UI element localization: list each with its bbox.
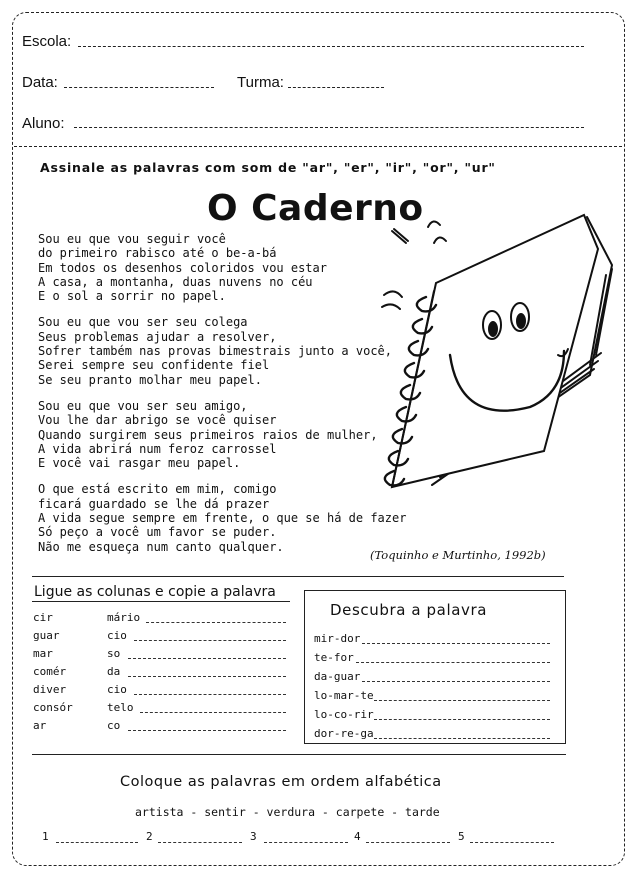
descubra-item: te-for [314, 651, 354, 664]
poem-line: A vida abrirá num feroz carrossel [38, 441, 277, 456]
descubra-item: lo-mar-te [314, 689, 374, 702]
ligue-right-item: telo [107, 701, 134, 714]
poem-line: ficará guardado se lhe dá prazer [38, 496, 270, 511]
poem-line: A vida segue sempre em frente, o que se há de fazer [38, 511, 407, 526]
ordem-number: 5 [458, 830, 465, 843]
poem-line: Sofrer também nas provas bimestrais junto a você, [38, 344, 393, 359]
class-label: Turma: [237, 74, 284, 91]
ordem-number: 1 [42, 830, 49, 843]
school-field[interactable] [78, 46, 584, 47]
ligue-title-underline [32, 601, 290, 602]
ordem-answer-line[interactable] [158, 842, 242, 843]
class-field[interactable] [288, 87, 384, 88]
ligue-title: Ligue as colunas e copie a palavra [34, 584, 276, 600]
ligue-right-item: da [107, 665, 121, 678]
ordem-answer-line[interactable] [470, 842, 554, 843]
ligue-answer-line[interactable] [128, 658, 286, 659]
poem-line: E o sol a sorrir no papel. [38, 289, 226, 304]
ordem-number: 4 [354, 830, 361, 843]
poem-stanza-4 [38, 482, 406, 553]
poem [38, 232, 406, 566]
ordem-words: artista - sentir - verdura - carpete - tarde [135, 805, 440, 819]
date-label: Data: [22, 74, 58, 91]
ligue-answer-line[interactable] [140, 712, 286, 713]
ordem-title: Coloque as palavras em ordem alfabética [120, 774, 442, 790]
poem-line: Em todos os desenhos coloridos vou estar [38, 260, 327, 275]
ligue-answer-line[interactable] [128, 730, 286, 731]
ordem-number: 3 [250, 830, 257, 843]
ligue-left-item: ar [33, 719, 47, 732]
date-field[interactable] [64, 87, 214, 88]
poem-line: Quando surgirem seus primeiros raios de mulher, [38, 427, 378, 442]
poem-stanza-2 [38, 315, 406, 386]
poem-title: O Caderno [207, 188, 424, 229]
ligue-left-item: comér [33, 665, 67, 678]
poem-line: Sou eu que vou seguir você [38, 232, 226, 246]
poem-stanza-1 [38, 232, 406, 303]
poem-line: Sou eu que vou ser seu amigo, [38, 398, 248, 413]
student-field[interactable] [74, 127, 584, 128]
descubra-answer-line[interactable] [374, 719, 550, 720]
ligue-left-item: mar [33, 647, 53, 660]
descubra-item: da-guar [314, 670, 361, 683]
descubra-title: Descubra a palavra [330, 601, 488, 619]
ligue-left-item: diver [33, 683, 67, 696]
ordem-number: 2 [146, 830, 153, 843]
poem-line: Serei sempre seu confidente fiel [38, 358, 270, 373]
ligue-left-item: consór [33, 701, 73, 714]
header-separator [14, 146, 622, 147]
descubra-item: mir-dor [314, 632, 361, 645]
descubra-item: lo-co-rir [314, 708, 374, 721]
section-divider [32, 576, 564, 577]
ligue-left-item: cir [33, 611, 53, 624]
ordem-answer-line[interactable] [264, 842, 348, 843]
smiling-notebook-illustration [372, 205, 620, 513]
section-divider-2 [32, 754, 566, 755]
descubra-answer-line[interactable] [374, 700, 550, 701]
ligue-answer-line[interactable] [134, 640, 286, 641]
poem-line: O que está escrito em mim, comigo [38, 482, 277, 497]
poem-line: do primeiro rabisco até o be-a-bá [38, 246, 277, 261]
ligue-answer-line[interactable] [146, 622, 286, 623]
poem-line: Se seu pranto molhar meu papel. [38, 372, 262, 387]
poem-line: A casa, a montanha, duas nuvens no céu [38, 274, 313, 289]
ligue-right-item: mário [107, 611, 141, 624]
poem-line: E você vai rasgar meu papel. [38, 456, 241, 471]
student-label: Aluno: [22, 115, 65, 132]
ligue-right-item: cio [107, 629, 127, 642]
descubra-answer-line[interactable] [362, 681, 550, 682]
descubra-item: dor-re-ga [314, 727, 374, 740]
ligue-answer-line[interactable] [128, 676, 286, 677]
poem-line: Sou eu que vou ser seu colega [38, 315, 248, 330]
ligue-right-item: co [107, 719, 121, 732]
ordem-answer-line[interactable] [366, 842, 450, 843]
school-label: Escola: [22, 33, 72, 50]
poem-credit: (Toquinho e Murtinho, 1992b) [370, 548, 546, 562]
poem-line: Não me esqueça num canto qualquer. [38, 539, 284, 554]
ligue-right-item: cio [107, 683, 127, 696]
ligue-answer-line[interactable] [134, 694, 286, 695]
poem-line: Seus problemas ajudar a resolver, [38, 329, 277, 344]
descubra-answer-line[interactable] [356, 662, 550, 663]
poem-line: Vou lhe dar abrigo se você quiser [38, 413, 277, 428]
ligue-right-item: so [107, 647, 121, 660]
poem-line: Só peço a você um favor se puder. [38, 525, 277, 540]
instruction-text: Assinale as palavras com som de "ar", "er", "ir", "or", "ur" [40, 160, 496, 175]
ordem-answer-line[interactable] [56, 842, 138, 843]
ligue-left-item: guar [33, 629, 60, 642]
poem-stanza-3 [38, 399, 406, 470]
descubra-answer-line[interactable] [374, 738, 550, 739]
descubra-answer-line[interactable] [362, 643, 550, 644]
